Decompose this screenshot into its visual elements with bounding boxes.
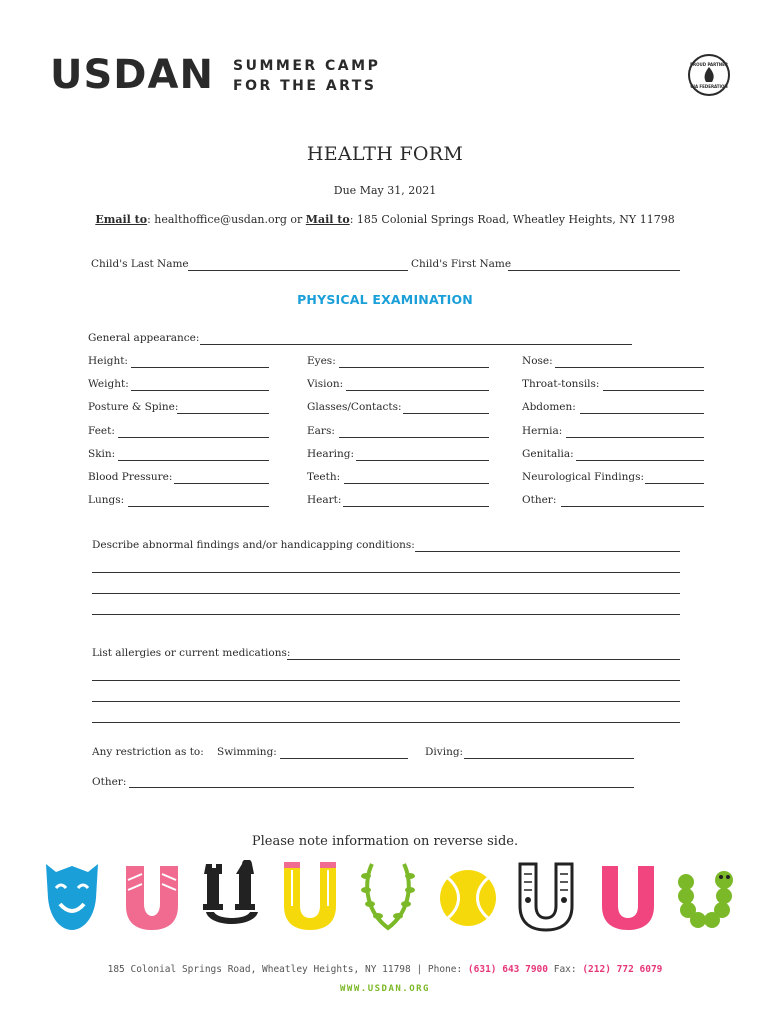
vision-label: Vision:: [307, 378, 344, 390]
badge-bottom-text: UJA FEDERATION: [690, 84, 728, 89]
allergies-line-2[interactable]: [92, 680, 680, 681]
other-exam-label: Other:: [522, 494, 557, 506]
theater-mask-icon: [42, 860, 102, 932]
weight-field[interactable]: [131, 390, 269, 391]
swimming-field[interactable]: [280, 758, 408, 759]
allergies-line-4[interactable]: [92, 722, 680, 723]
glasses-contacts-field[interactable]: [403, 413, 489, 414]
footer-phone: (631) 643 7900: [467, 964, 548, 975]
abnormal-findings-label: Describe abnormal findings and/or handicapping conditions:: [92, 539, 415, 551]
tennis-ball-icon: [438, 860, 498, 932]
throat-tonsils-field[interactable]: [603, 390, 704, 391]
skin-label: Skin:: [88, 448, 116, 460]
music-notes-icon: [516, 860, 576, 932]
teeth-label: Teeth:: [307, 471, 341, 483]
email-to-label: Email to: [95, 213, 148, 226]
height-label: Height:: [88, 355, 128, 367]
due-date: Due May 31, 2021: [333, 184, 437, 197]
logo-subtitle-line-2: FOR THE ARTS: [233, 78, 377, 94]
ballet-shoes-icon: [122, 860, 182, 932]
abnormal-findings-line-4[interactable]: [92, 614, 680, 615]
weight-label: Weight:: [88, 378, 129, 390]
genitalia-label: Genitalia:: [522, 448, 574, 460]
neurological-findings-field[interactable]: [645, 483, 704, 484]
badge-top-text: PROUD PARTNER: [690, 62, 728, 67]
email-value: : healthoffice@usdan.org or: [147, 213, 306, 226]
footer-fax: (212) 772 6079: [582, 964, 663, 975]
lungs-label: Lungs:: [88, 494, 125, 506]
allergies-label: List allergies or current medications:: [92, 647, 291, 659]
allergies-line-3[interactable]: [92, 701, 680, 702]
teeth-field[interactable]: [344, 483, 489, 484]
nose-label: Nose:: [522, 355, 553, 367]
footer-contact: [0, 964, 770, 975]
lungs-field[interactable]: [128, 506, 269, 507]
nose-field[interactable]: [555, 367, 704, 368]
heart-label: Heart:: [307, 494, 342, 506]
general-appearance-field[interactable]: [200, 344, 632, 345]
eyes-field[interactable]: [339, 367, 489, 368]
mail-to-label: Mail to: [305, 213, 350, 226]
blood-pressure-field[interactable]: [174, 483, 269, 484]
feet-field[interactable]: [118, 437, 269, 438]
glasses-contacts-label: Glasses/Contacts:: [307, 401, 402, 413]
hernia-field[interactable]: [566, 437, 704, 438]
footer-fax-label: Fax:: [548, 964, 583, 975]
heart-field[interactable]: [343, 506, 489, 507]
uja-partner-badge: [688, 54, 730, 96]
caterpillar-icon: [674, 860, 734, 932]
first-name-field[interactable]: [508, 270, 680, 271]
first-name-label: Child's First Name: [411, 258, 512, 270]
other-restriction-field[interactable]: [129, 787, 634, 788]
pencil-u-icon: [280, 860, 340, 932]
height-field[interactable]: [131, 367, 269, 368]
throat-tonsils-label: Throat-tonsils:: [522, 378, 600, 390]
logo-subtitle: [233, 56, 380, 96]
abnormal-findings-line-2[interactable]: [92, 572, 680, 573]
allergies-field[interactable]: [287, 659, 680, 660]
eyes-label: Eyes:: [307, 355, 336, 367]
blood-pressure-label: Blood Pressure:: [88, 471, 173, 483]
chess-pieces-icon: [202, 860, 262, 932]
genitalia-field[interactable]: [576, 460, 704, 461]
ears-field[interactable]: [339, 437, 489, 438]
posture-spine-label: Posture & Spine:: [88, 401, 179, 413]
footer-website[interactable]: WWW.USDAN.ORG: [340, 984, 430, 994]
hearing-field[interactable]: [356, 460, 489, 461]
swimming-label: Swimming:: [217, 746, 277, 758]
restriction-label: Any restriction as to:: [92, 746, 204, 758]
footer-address: 185 Colonial Springs Road, Wheatley Heights, NY 11798 | Phone:: [107, 964, 468, 975]
contact-line: [0, 213, 770, 226]
feet-label: Feet:: [88, 425, 115, 437]
hernia-label: Hernia:: [522, 425, 563, 437]
vision-field[interactable]: [346, 390, 489, 391]
form-title: HEALTH FORM: [306, 143, 464, 165]
reverse-side-note: Please note information on reverse side.: [251, 834, 519, 849]
neurological-findings-label: Neurological Findings:: [522, 471, 644, 483]
pink-u-icon: [598, 860, 658, 932]
last-name-label: Child's Last Name: [91, 258, 189, 270]
other-restriction-label: Other:: [92, 776, 127, 788]
last-name-field[interactable]: [188, 270, 408, 271]
logo-subtitle-line-1: SUMMER CAMP: [233, 58, 381, 74]
diving-label: Diving:: [425, 746, 464, 758]
general-appearance-label: General appearance:: [88, 332, 200, 344]
physical-examination-heading: PHYSICAL EXAMINATION: [297, 292, 473, 307]
abnormal-findings-line-3[interactable]: [92, 593, 680, 594]
usdan-logo: USDAN: [50, 52, 214, 98]
posture-spine-field[interactable]: [177, 413, 269, 414]
laurel-wreath-icon: [358, 860, 418, 932]
hearing-label: Hearing:: [307, 448, 355, 460]
flame-icon: [702, 67, 716, 83]
ears-label: Ears:: [307, 425, 335, 437]
abdomen-label: Abdomen:: [522, 401, 576, 413]
other-exam-field[interactable]: [561, 506, 704, 507]
skin-field[interactable]: [118, 460, 269, 461]
mail-value: : 185 Colonial Springs Road, Wheatley Heights, NY 11798: [349, 213, 675, 226]
diving-field[interactable]: [464, 758, 634, 759]
abdomen-field[interactable]: [580, 413, 704, 414]
abnormal-findings-field[interactable]: [415, 551, 680, 552]
